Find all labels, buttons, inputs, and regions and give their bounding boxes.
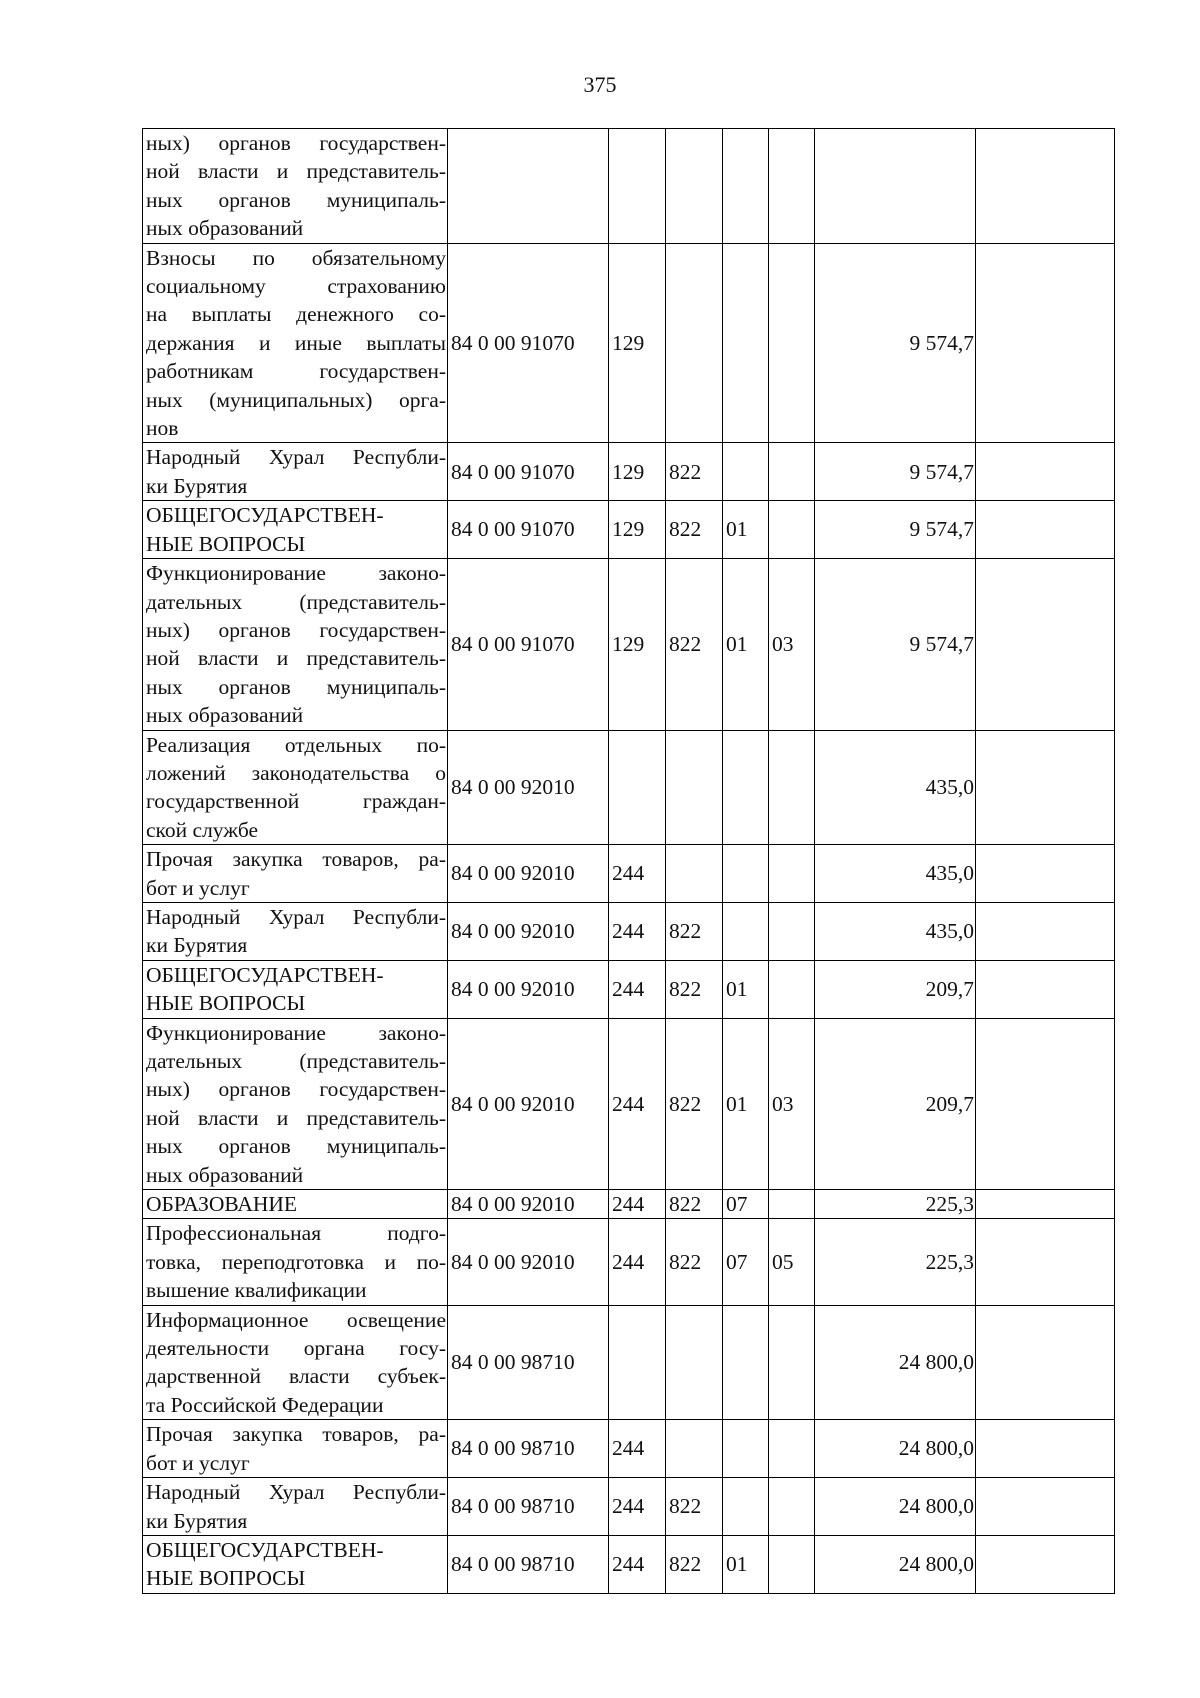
cell-subsection bbox=[769, 1420, 815, 1478]
table-row bbox=[143, 501, 1115, 559]
cell-target-code: 84 0 00 92010 bbox=[448, 1018, 609, 1189]
cell-section bbox=[723, 1420, 769, 1478]
table-row bbox=[143, 443, 1115, 501]
cell-expense-type: 129 bbox=[609, 559, 666, 730]
cell-admin-code bbox=[666, 129, 723, 244]
cell-target-code: 84 0 00 98710 bbox=[448, 1305, 609, 1420]
cell-target-code: 84 0 00 91070 bbox=[448, 501, 609, 559]
table-row bbox=[143, 902, 1115, 960]
cell-amount: 24 800,0 bbox=[815, 1478, 976, 1536]
cell-extra bbox=[976, 559, 1115, 730]
cell-admin-code bbox=[666, 730, 723, 845]
cell-extra bbox=[976, 443, 1115, 501]
cell-admin-code: 822 bbox=[666, 902, 723, 960]
cell-expense-type bbox=[609, 1305, 666, 1420]
table-row bbox=[143, 960, 1115, 1018]
cell-expense-type: 244 bbox=[609, 1190, 666, 1219]
cell-name: Функционирование законо- дательных (представитель- ных) органов государствен- ной власти и представитель- ных органов муниципаль- ных образований bbox=[143, 559, 448, 730]
table-row bbox=[143, 1219, 1115, 1305]
cell-extra bbox=[976, 1420, 1115, 1478]
cell-admin-code bbox=[666, 1305, 723, 1420]
cell-subsection bbox=[769, 1535, 815, 1593]
cell-subsection bbox=[769, 845, 815, 903]
cell-section: 07 bbox=[723, 1219, 769, 1305]
cell-admin-code: 822 bbox=[666, 443, 723, 501]
cell-admin-code: 822 bbox=[666, 1219, 723, 1305]
cell-subsection bbox=[769, 443, 815, 501]
cell-admin-code: 822 bbox=[666, 1018, 723, 1189]
table-row bbox=[143, 845, 1115, 903]
cell-admin-code bbox=[666, 845, 723, 903]
cell-subsection bbox=[769, 730, 815, 845]
cell-subsection bbox=[769, 1190, 815, 1219]
cell-extra bbox=[976, 960, 1115, 1018]
cell-expense-type: 129 bbox=[609, 501, 666, 559]
cell-name: Взносы по обязательному социальному страхованию на выплаты денежного со- держания и иные выплаты работникам государствен- ных (муниципальных) орга- нов bbox=[143, 243, 448, 443]
cell-section bbox=[723, 845, 769, 903]
cell-extra bbox=[976, 902, 1115, 960]
cell-name: ОБРАЗОВАНИЕ bbox=[143, 1190, 448, 1219]
cell-subsection bbox=[769, 1478, 815, 1536]
cell-name: Прочая закупка товаров, ра- бот и услуг bbox=[143, 1420, 448, 1478]
cell-section bbox=[723, 902, 769, 960]
cell-section bbox=[723, 443, 769, 501]
cell-name: Народный Хурал Республи- ки Бурятия bbox=[143, 902, 448, 960]
cell-amount: 9 574,7 bbox=[815, 243, 976, 443]
cell-section: 01 bbox=[723, 960, 769, 1018]
table-row bbox=[143, 1305, 1115, 1420]
cell-extra bbox=[976, 501, 1115, 559]
cell-amount: 435,0 bbox=[815, 730, 976, 845]
cell-amount: 24 800,0 bbox=[815, 1305, 976, 1420]
cell-target-code bbox=[448, 129, 609, 244]
cell-target-code: 84 0 00 92010 bbox=[448, 1219, 609, 1305]
cell-amount: 225,3 bbox=[815, 1190, 976, 1219]
cell-expense-type: 129 bbox=[609, 443, 666, 501]
cell-target-code: 84 0 00 98710 bbox=[448, 1478, 609, 1536]
cell-extra bbox=[976, 1018, 1115, 1189]
cell-section bbox=[723, 730, 769, 845]
cell-target-code: 84 0 00 92010 bbox=[448, 902, 609, 960]
cell-subsection bbox=[769, 960, 815, 1018]
cell-extra bbox=[976, 1190, 1115, 1219]
table-row bbox=[143, 129, 1115, 244]
cell-amount: 24 800,0 bbox=[815, 1535, 976, 1593]
budget-table bbox=[142, 128, 1115, 1594]
cell-section: 01 bbox=[723, 501, 769, 559]
cell-extra bbox=[976, 129, 1115, 244]
cell-amount bbox=[815, 129, 976, 244]
cell-name: Функционирование законо- дательных (представитель- ных) органов государствен- ной власти и представитель- ных органов муниципаль- ных образований bbox=[143, 1018, 448, 1189]
cell-target-code: 84 0 00 92010 bbox=[448, 730, 609, 845]
cell-subsection bbox=[769, 902, 815, 960]
cell-amount: 9 574,7 bbox=[815, 501, 976, 559]
cell-section: 07 bbox=[723, 1190, 769, 1219]
cell-extra bbox=[976, 243, 1115, 443]
cell-section bbox=[723, 243, 769, 443]
cell-target-code: 84 0 00 98710 bbox=[448, 1420, 609, 1478]
cell-extra bbox=[976, 1478, 1115, 1536]
cell-target-code: 84 0 00 91070 bbox=[448, 443, 609, 501]
table-body bbox=[143, 129, 1115, 1594]
cell-target-code: 84 0 00 91070 bbox=[448, 559, 609, 730]
table-row bbox=[143, 1535, 1115, 1593]
cell-subsection bbox=[769, 129, 815, 244]
cell-admin-code: 822 bbox=[666, 501, 723, 559]
table-row bbox=[143, 559, 1115, 730]
table-row bbox=[143, 730, 1115, 845]
cell-expense-type: 244 bbox=[609, 902, 666, 960]
cell-name: ных) органов государствен- ной власти и представитель- ных органов муниципаль- ных образований bbox=[143, 129, 448, 244]
cell-name: Народный Хурал Республи- ки Бурятия bbox=[143, 443, 448, 501]
cell-amount: 9 574,7 bbox=[815, 559, 976, 730]
cell-admin-code: 822 bbox=[666, 1478, 723, 1536]
cell-target-code: 84 0 00 92010 bbox=[448, 960, 609, 1018]
cell-target-code: 84 0 00 98710 bbox=[448, 1535, 609, 1593]
cell-section bbox=[723, 1478, 769, 1536]
cell-name: Профессиональная подго- товка, переподготовка и по- вышение квалификации bbox=[143, 1219, 448, 1305]
cell-expense-type: 244 bbox=[609, 1420, 666, 1478]
cell-subsection bbox=[769, 501, 815, 559]
cell-amount: 9 574,7 bbox=[815, 443, 976, 501]
cell-name: Реализация отдельных по- ложений законодательства о государственной граждан- ской службе bbox=[143, 730, 448, 845]
cell-amount: 209,7 bbox=[815, 960, 976, 1018]
table-row bbox=[143, 1420, 1115, 1478]
cell-name: ОБЩЕГОСУДАРСТВЕН- НЫЕ ВОПРОСЫ bbox=[143, 960, 448, 1018]
cell-admin-code: 822 bbox=[666, 559, 723, 730]
cell-amount: 24 800,0 bbox=[815, 1420, 976, 1478]
cell-admin-code bbox=[666, 1420, 723, 1478]
cell-expense-type: 244 bbox=[609, 1478, 666, 1536]
cell-expense-type: 244 bbox=[609, 1018, 666, 1189]
cell-subsection bbox=[769, 243, 815, 443]
cell-amount: 209,7 bbox=[815, 1018, 976, 1189]
cell-amount: 435,0 bbox=[815, 845, 976, 903]
cell-expense-type: 244 bbox=[609, 960, 666, 1018]
cell-section bbox=[723, 129, 769, 244]
cell-extra bbox=[976, 1535, 1115, 1593]
cell-section: 01 bbox=[723, 1018, 769, 1189]
cell-amount: 435,0 bbox=[815, 902, 976, 960]
table-row bbox=[143, 1190, 1115, 1219]
cell-name: ОБЩЕГОСУДАРСТВЕН- НЫЕ ВОПРОСЫ bbox=[143, 501, 448, 559]
cell-admin-code: 822 bbox=[666, 960, 723, 1018]
cell-expense-type bbox=[609, 730, 666, 845]
table-row bbox=[143, 243, 1115, 443]
cell-name: Прочая закупка товаров, ра- бот и услуг bbox=[143, 845, 448, 903]
cell-name: ОБЩЕГОСУДАРСТВЕН- НЫЕ ВОПРОСЫ bbox=[143, 1535, 448, 1593]
cell-target-code: 84 0 00 92010 bbox=[448, 1190, 609, 1219]
cell-target-code: 84 0 00 91070 bbox=[448, 243, 609, 443]
cell-extra bbox=[976, 845, 1115, 903]
cell-subsection bbox=[769, 1305, 815, 1420]
cell-section bbox=[723, 1305, 769, 1420]
cell-subsection: 03 bbox=[769, 559, 815, 730]
cell-admin-code bbox=[666, 243, 723, 443]
cell-expense-type: 244 bbox=[609, 1219, 666, 1305]
cell-subsection: 05 bbox=[769, 1219, 815, 1305]
cell-admin-code: 822 bbox=[666, 1535, 723, 1593]
cell-target-code: 84 0 00 92010 bbox=[448, 845, 609, 903]
cell-subsection: 03 bbox=[769, 1018, 815, 1189]
cell-name: Информационное освещение деятельности органа госу- дарственной власти субъек- та Российской Федерации bbox=[143, 1305, 448, 1420]
cell-section: 01 bbox=[723, 559, 769, 730]
cell-expense-type: 129 bbox=[609, 243, 666, 443]
cell-expense-type bbox=[609, 129, 666, 244]
cell-extra bbox=[976, 1305, 1115, 1420]
cell-section: 01 bbox=[723, 1535, 769, 1593]
table-row bbox=[143, 1018, 1115, 1189]
cell-extra bbox=[976, 730, 1115, 845]
cell-expense-type: 244 bbox=[609, 845, 666, 903]
table-row bbox=[143, 1478, 1115, 1536]
cell-name: Народный Хурал Республи- ки Бурятия bbox=[143, 1478, 448, 1536]
page-number: 375 bbox=[583, 72, 617, 97]
cell-expense-type: 244 bbox=[609, 1535, 666, 1593]
cell-admin-code: 822 bbox=[666, 1190, 723, 1219]
cell-amount: 225,3 bbox=[815, 1219, 976, 1305]
cell-extra bbox=[976, 1219, 1115, 1305]
